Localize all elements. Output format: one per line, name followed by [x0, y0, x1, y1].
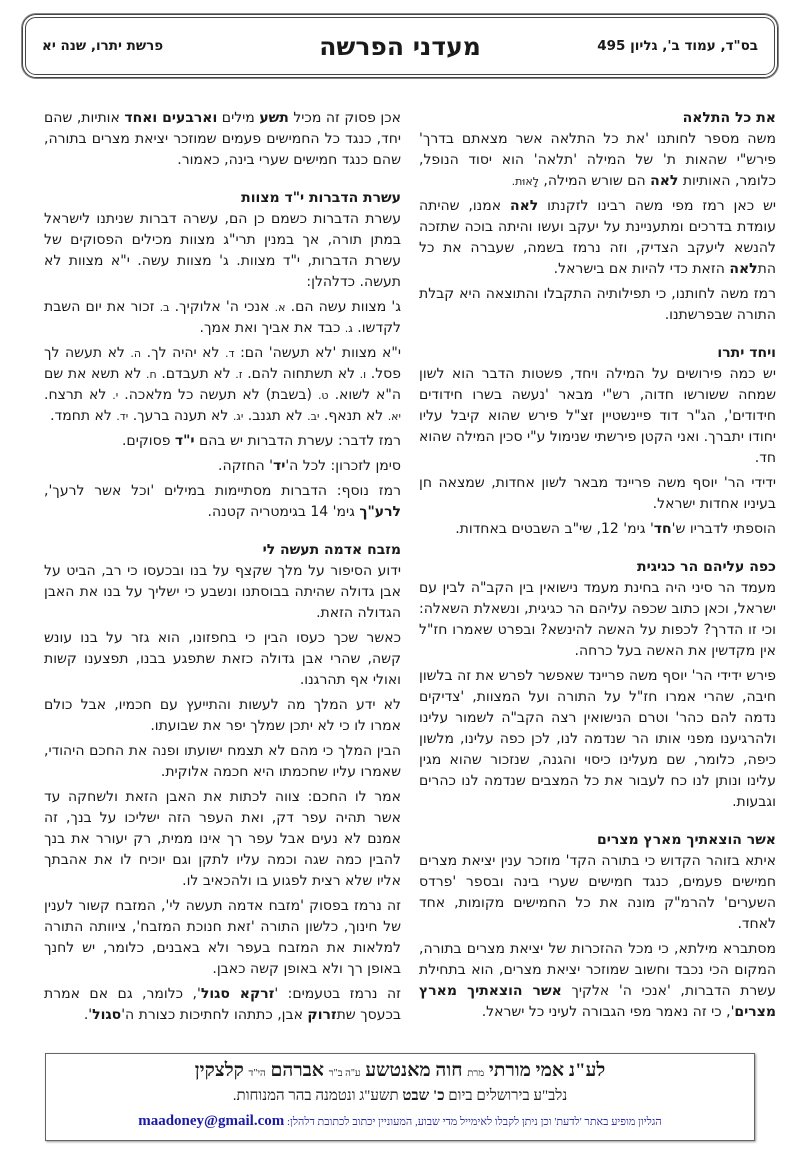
- paragraph: [44, 896, 401, 980]
- paragraph: [44, 456, 401, 477]
- text-run: ז.: [235, 368, 243, 381]
- bold-text: לאה: [510, 198, 539, 214]
- text-run: הוספתי לדבריו ש': [671, 521, 776, 537]
- text-run: רמז משה לחותנו, כי תפילותיה התקבלו והתוצאה היא קבלת התורה שבפרשתנו.: [419, 286, 776, 323]
- text-run: ד.: [225, 347, 235, 360]
- text-run: זכור את יום השבת לקדשו.: [44, 299, 401, 336]
- bold-text: תשע: [259, 110, 289, 126]
- text-run: עשרת הדברות כשמם כן הם, עשרה דברות שניתנו לישראל במתן תורה, אך במנין תרי"ג מצוות מכילים הפסוקים של עשרת הדברות, י"ד מצוות. ג' מצוות עשה. י"א מצוות לא תעשה. כדלהלן:: [44, 211, 401, 290]
- text-run: לא תעשה לך פסל.: [44, 345, 402, 382]
- paragraph: [44, 741, 401, 783]
- paragraph: [44, 787, 401, 892]
- paragraph: [419, 578, 776, 662]
- text-run: ידידי הר' יוסף משה פריינד מבאר לשון אחדות, שמצאה חן בעיניו אחדות ישראל.: [419, 475, 776, 512]
- text-run: יא.: [387, 410, 401, 423]
- text-run: כאשר שכך כעסו הבין כי בחפזונו, הוא גזר על בנו עונש קשה, שהרי אבן גדולה כזאת שתפגע בבנו, תפצענו קשות ואולי אף תהרגנו.: [44, 630, 401, 688]
- paragraph: [44, 695, 401, 737]
- text-run: (בשבת) לא תעשה כל מלאכה.: [118, 387, 318, 403]
- article-section: [419, 108, 776, 326]
- article-section: [419, 557, 776, 813]
- article-section: [44, 540, 401, 1026]
- section-heading: עשרת הדברות י"ד מצוות: [241, 190, 401, 206]
- subscription-text: הגליון מופיע באתר 'לדעת' וכן ניתן לקבלו לאימייל מדי שבוע, המעוניין יכתוב לכתובת דלהלן:: [287, 1116, 662, 1128]
- text-run: לָאוּת.: [511, 175, 539, 188]
- article-section: [419, 343, 776, 540]
- text-run: '.: [83, 1007, 93, 1023]
- dedication-surname: קלצקין: [194, 1060, 244, 1081]
- text-run: לא תשא את שם ה"א לשוא.: [44, 366, 401, 403]
- text-run: לא תשתחוה להם.: [242, 366, 360, 382]
- text-run: הזאת כדי להיות אם בישראל.: [553, 261, 730, 277]
- paragraph: [419, 851, 776, 935]
- text-run: ב.: [159, 301, 170, 314]
- dedication-hyd: הי"ד: [248, 1068, 266, 1079]
- text-run: פירש ידידי הר' יוסף משה פריינד שאפשר לפרש את זה בלשון חיבה, שהרי אמרו חז"ל על התורה ועל המצוות, 'צדיקים נדמה להם כהר' וטרם הנישואין רצה הקב"ה לשמור עלינו ולהרגיענו מפני אותו הר שנדמה לנו, לכן כפה עלינו, מלשון כיפה, כלומר, שם מעלינו כיסוי והגנה, שנזכור שהוא מגין עלינו ונותן לנו כח לעבור את כל המצבים שנדמה לנו כהרים וגבעות.: [419, 668, 776, 810]
- bold-text: לרע"ך: [359, 504, 401, 520]
- text-run: רמז נוסף: הדברות מסתיימות במילים 'וכל אשר לרעך',: [44, 483, 401, 499]
- dedication-name: חוה מאנטשע: [365, 1060, 463, 1081]
- bold-text: זרקא סגול: [200, 986, 275, 1002]
- paragraph: [419, 939, 776, 1023]
- text-run: זה נרמז בפסוק 'מזבח אדמה תעשה לי', המזבח קשור לענין של חינוך, כלשון התורה 'זאת חנוכת המזבח', ציוותה התורה למלאות את המזבח בעפר ולא באבנים, כלומר, יש לחנך באופן רך ולא באופן קשה כאבן.: [44, 898, 401, 977]
- text-run: אמר לו החכם: צווה לכתות את האבן הזאת ולשחקה עד אשר תהיה עפר דק, ואת העפר הזה ישליכו על בנך, זה אמנם לא נעים אבל עפר רך אינו ממית, רק יעורר את בנך להבין כמה שגה וכמה עליו לתקן וגם יוכיח לו את אהבתך אליו שלא רצית לפגוע בו ולהכאיב לו.: [44, 789, 401, 889]
- paragraph: [419, 666, 776, 813]
- text-run: אכן פסוק זה מכיל: [288, 110, 401, 126]
- text-run: ידוע הסיפור על מלך שקצף על בנו ובכעסו כי רב, הביט על אבן גדולה שהיתה בבוסתנו ונשבע כי ישליך על בנו את האבן הגדולה הזאת.: [44, 563, 401, 621]
- paragraph: [419, 519, 776, 540]
- text-run: רמז לדבר: עשרת הדברות יש בהם: [194, 433, 401, 449]
- text-run: לא תעבדם.: [156, 366, 236, 382]
- bold-text: סגול: [92, 1007, 122, 1023]
- article-section: [419, 830, 776, 1023]
- text-run: אבן, כתתהו לחתיכות כצורת ה': [121, 1007, 308, 1023]
- paragraph: [44, 297, 401, 339]
- parasha-info: פרשת יתרו, שנה יא: [42, 38, 164, 54]
- text-run: הבין המלך כי מהם לא תצמח ישועתו ופנה את החכם היהודי, שאמרו עליו שחכמתו היא חכמה אלוקית.: [44, 743, 401, 780]
- bold-text: י"ד: [174, 433, 195, 449]
- text-run: לא תנאף.: [319, 408, 388, 424]
- section-heading: כפה עליהם הר כגיגית: [637, 559, 776, 575]
- dedication-text: לע"נ אמי מורתי: [488, 1060, 606, 1081]
- text-run: ג.: [344, 322, 353, 335]
- text-run: זה נרמז בטעמים: ': [274, 986, 401, 1002]
- bold-text: לאה: [729, 261, 758, 277]
- bold-text: יד: [272, 458, 286, 474]
- text-run: ח.: [146, 368, 157, 381]
- dedication-line: [52, 1058, 748, 1086]
- paragraph: [44, 481, 401, 523]
- passing-text: נלב"ע בירושלים ביום: [448, 1088, 568, 1104]
- text-run: מסתברא מילתא, כי מכל ההזכרות של יציאת מצרים בתורה, המקום הכי נכבד וחשוב שמוזכר יציאת מצרים, הוא בתחילת עשרת הדברות, 'אנכי ה' אלקיך: [419, 941, 776, 999]
- dedication-ben: ע"ה ב"ר: [328, 1068, 361, 1079]
- text-run: ' גימ' 12, שי"ב השבטים באחדות.: [455, 521, 654, 537]
- dedication-title: מרת: [467, 1068, 485, 1079]
- text-run: י.: [112, 389, 119, 402]
- paragraph: [44, 431, 401, 452]
- subscription-line: [52, 1111, 748, 1132]
- bold-text: וארבעים ואחד: [124, 110, 218, 126]
- text-run: לא תענה ברעך.: [128, 408, 233, 424]
- text-run: אנכי ה' אלוקיך.: [169, 299, 275, 315]
- paragraph: [419, 129, 776, 192]
- text-run: פסוקים.: [121, 433, 175, 449]
- paragraph: [44, 108, 401, 171]
- text-run: ', כי זה נאמר מפי הגבורה לעיני כל ישראל.: [481, 1004, 735, 1020]
- columns: [22, 108, 778, 1043]
- text-run: אותיות, שהם יחד, כנגד כל החמישים פעמים שמוזכר יציאת מצרים בתורה, שהם כנגד חמישים שערי בינה, כאמור.: [44, 110, 401, 168]
- text-run: אמנו, שהיתה עומדת בדרכים ומתעניינת על יעקב ועשו והיתה בוכה שתזכה להנשא ליעקב הצדיק, וזה נרמז בשמה, שעברה את כל הת: [419, 198, 776, 277]
- passing-date: כ' שבט: [402, 1088, 445, 1104]
- text-run: מעמד הר סיני היה בחינת מעמד נישואין בין הקב"ה לבין עם ישראל, וכאן כתוב שכפה עליהם הר כגיגית, ונשאלת השאלה: וכי זו הדרך? לכפות על האשה להינשא? ובפרט שאמרו חז"ל אין מקדשין את האשה בעל כרחה.: [419, 580, 776, 659]
- bold-text: זרוק: [307, 1007, 337, 1023]
- text-run: יד.: [116, 410, 129, 423]
- section-heading: ויחד יתרו: [717, 345, 776, 361]
- text-run: גימ' 14 בגימטריה קטנה.: [207, 504, 360, 520]
- dedication-father: אברהם: [270, 1060, 325, 1081]
- bold-text: לאה: [650, 173, 679, 189]
- text-run: איתא בזוהר הקדוש כי בתורה הקד' מוזכר ענין יציאת מצרים חמישים פעמים, כנגד חמישים שערי בינה ובספר 'פרדס השערים' להרמ"ק מונה את כל החמישים מקומות, אחד לאחד.: [419, 853, 776, 932]
- text-run: סימן לזכרון: לכל ה': [285, 458, 401, 474]
- issue-info: בס"ד, עמוד ב', גליון 495: [597, 38, 758, 54]
- text-run: לא ידע המלך מה לעשות והתייעץ עם חכמיו, אבל כולם אמרו לו כי לא יתכן שמלך יפר את שבועתו.: [44, 697, 401, 734]
- article-section: [44, 188, 401, 523]
- text-run: ' החזקה.: [218, 458, 273, 474]
- text-run: הם שורש המילה,: [538, 173, 651, 189]
- bold-text: חד: [653, 521, 672, 537]
- text-run: ט.: [317, 389, 329, 402]
- paragraph: [419, 284, 776, 326]
- passing-burial: תשע"ג ונטמנה בהר המנוחות.: [232, 1088, 399, 1104]
- text-run: ו.: [359, 368, 367, 381]
- section-heading: מזבח אדמה תעשה לי: [262, 542, 401, 558]
- text-run: לא תרצח.: [44, 387, 113, 403]
- text-run: יש כמה פירושים על המילה ויחד, פשטות הדבר הוא לשון שמחה ששורשו חדוה, רש"י מבאר 'נעשה בשרו חידודים חידודים', הג"ר דוד פיינשטיין זצ"ל פירש שהוא קיבל עליו יחודו יתברך. ואני הקטן פירשתי שנימול ע"י סכין המילה שהוא חד.: [419, 366, 776, 466]
- text-run: לא תחמד.: [50, 408, 117, 424]
- text-run: ', כלומר, גם אם אמרת בכעסך שת: [44, 986, 401, 1023]
- paragraph: [44, 209, 401, 293]
- right-column: [419, 108, 776, 1043]
- text-run: ג' מצוות עשה הם.: [285, 299, 401, 315]
- bold-text: אשר הוצאתיך מארץ מצרים: [419, 983, 776, 1020]
- section-heading: אשר הוצאתיך מארץ מצרים: [597, 832, 776, 848]
- article-section: [44, 108, 401, 171]
- text-run: יג.: [232, 410, 244, 423]
- text-run: משה מספר לחותנו 'את כל התלאה אשר מצאתם בדרך' פירש"י שהאות ת' של המילה 'תלאה' הוא יסוד הנופל, כלומר, האותיות: [419, 131, 776, 189]
- paragraph: [419, 196, 776, 280]
- text-run: כבד את אביך ואת אמך.: [199, 320, 345, 336]
- text-run: י"א מצוות 'לא תעשה' הם:: [234, 345, 401, 361]
- text-run: יב.: [307, 410, 320, 423]
- email-link[interactable]: maadoney@gmail.com: [138, 1113, 285, 1129]
- text-run: לא תגנב.: [243, 408, 308, 424]
- text-run: יש כאן רמז מפי משה רבינו לזקנתו: [538, 198, 776, 214]
- left-column: [44, 108, 401, 1043]
- paragraph: [419, 364, 776, 469]
- text-run: ה.: [130, 347, 142, 360]
- paragraph: [419, 473, 776, 515]
- paragraph: [44, 343, 401, 427]
- passing-line: [52, 1086, 748, 1107]
- newsletter-title: מעדני הפרשה: [319, 31, 481, 61]
- page-header: [22, 14, 778, 78]
- text-run: א.: [274, 301, 286, 314]
- section-heading: את כל התלאה: [682, 110, 776, 126]
- paragraph: [44, 561, 401, 624]
- text-run: מילים: [217, 110, 260, 126]
- dedication-box: [45, 1053, 755, 1141]
- text-run: לא יהיה לך.: [141, 345, 226, 361]
- paragraph: [44, 628, 401, 691]
- paragraph: [44, 984, 401, 1026]
